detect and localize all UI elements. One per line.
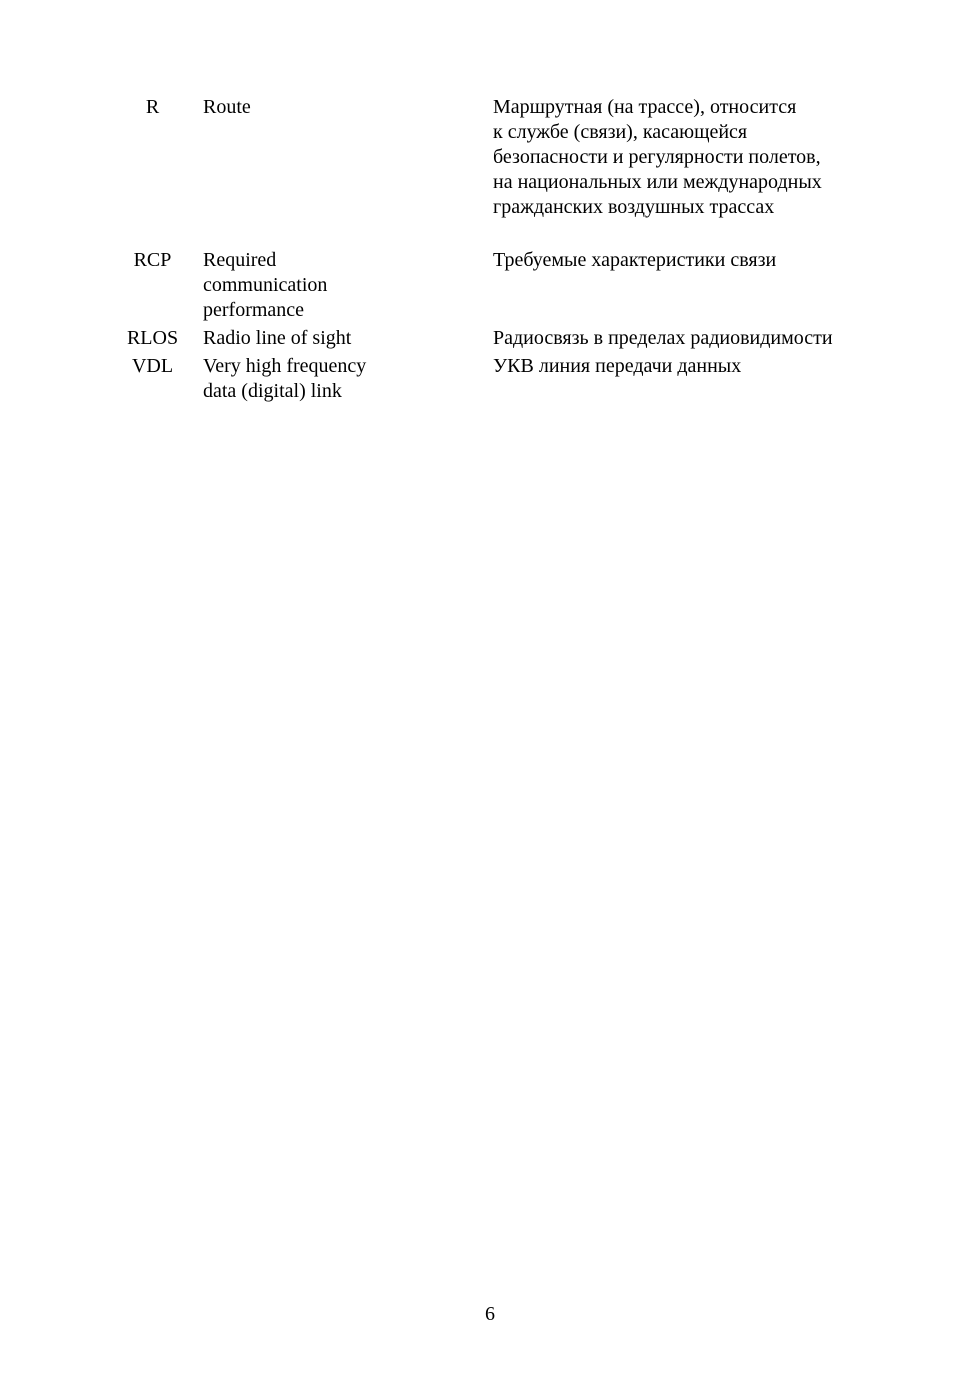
english-term (203, 326, 448, 351)
translation-line: безопасности и регулярности полетов, (493, 146, 821, 168)
translation-line: гражданских воздушных трассах (493, 196, 775, 218)
english-term (203, 248, 448, 323)
translation-line: УКВ линия передачи данных (493, 355, 742, 377)
russian-translation (493, 354, 883, 379)
abbreviation: VDL (131, 355, 174, 377)
abbreviation-glossary (115, 95, 875, 407)
english-term (203, 354, 448, 404)
english-term-line: Radio line of sight (203, 327, 352, 349)
translation-line: к службе (связи), касающейся (493, 121, 748, 143)
translation-line: Радиосвязь в пределах радиовидимости (493, 327, 833, 349)
russian-translation (493, 95, 883, 220)
glossary-row-r (115, 95, 875, 245)
russian-translation (493, 326, 883, 351)
translation-line: Маршрутная (на трассе), относится (493, 96, 797, 118)
english-term-line: performance (203, 299, 305, 321)
english-term-line: communication (203, 274, 328, 296)
glossary-row-vdl (115, 354, 875, 404)
russian-translation (493, 248, 883, 273)
translation-line: Требуемые характеристики связи (493, 249, 777, 271)
glossary-row-rcp (115, 248, 875, 323)
abbreviation: RCP (133, 249, 172, 271)
translation-line: на национальных или международных (493, 171, 822, 193)
page-number: 6 (485, 1303, 495, 1325)
english-term (203, 95, 448, 120)
english-term-line: data (digital) link (203, 380, 342, 402)
english-term-line: Required (203, 249, 277, 271)
english-term-line: Very high frequency (203, 355, 367, 377)
abbreviation: R (145, 96, 160, 118)
glossary-row-rlos (115, 326, 875, 351)
english-term-line: Route (203, 96, 251, 118)
abbreviation: RLOS (126, 327, 179, 349)
